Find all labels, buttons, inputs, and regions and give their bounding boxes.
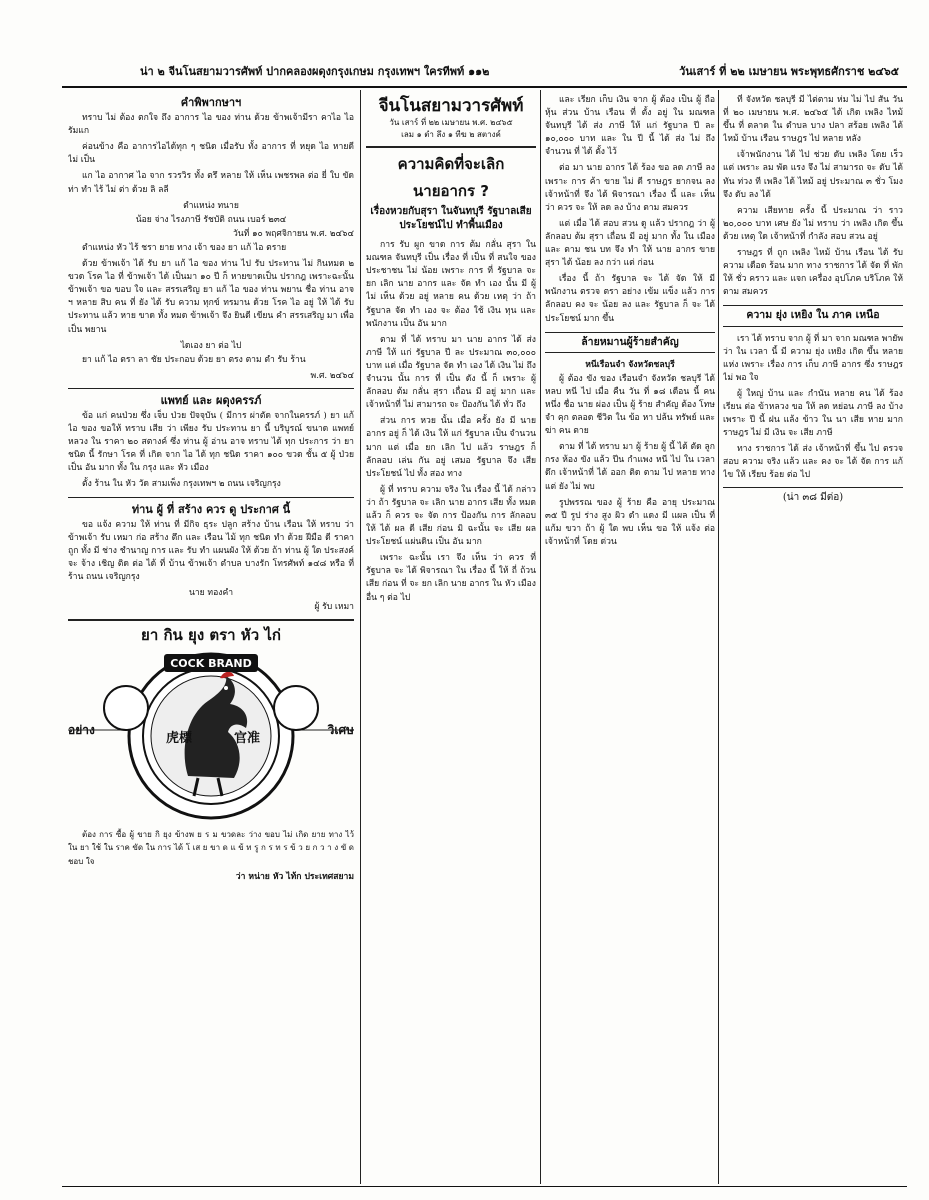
notice-body: ขอ แจ้ง ความ ให้ ท่าน ที่ มีกิจ ธุระ ปลูก สร้าง บ้าน เรือน ให้ ทราบ ว่า ข้าพเจ้า รับ เหมา ก่อ สร้าง ตึก และ เรือน ไม้ ทุก ชนิด ทำ ด้วย ฝีมือ ดี ราคา ถูก ทั้ง มี ช่าง ชำนาญ การ และ รับ ทำ แผนผัง ให้ ด้วย ถ้า ท่าน ผู้ ใด ประสงค์ จะ จ้าง เชิญ ติด ต่อ ได้ ที่ บ้าน ข้าพเจ้า ตำบล บางรัก โทรศัพท์ ๑๔๘ หรือ ที่ ร้าน ถนน เจริญกรุง — [68, 519, 354, 582]
ad-side-word: วิเศษ — [327, 723, 354, 738]
notice-title: คำพิพากษาฯ — [180, 96, 242, 109]
notice-signature: น้อย จ่าง ไรงภาษี รัชบัติ ถนน เบอร์ ๒๓๔ — [135, 214, 287, 225]
article-paragraph: ผู้ ต้อง ขัง ของ เรือนจำ จังหวัด ชลบุรี ได้ หลบ หนี ไป เมื่อ คืน วัน ที่ ๑๘ เดือน นี้ คน หนึ่ง ชื่อ นาย ผ่อง เป็น ผู้ ร้าย สำคัญ ต้อง โทษ จำ คุก ตลอด ชีวิต ใน ข้อ หา ปล้น ทรัพย์ และ ฆ่า คน ตาย — [545, 373, 715, 437]
ad-side-word: อย่าง — [68, 723, 95, 738]
notice-signature: ตำแหน่ง หัว ไร้ ชรา ยาย ทาง เจ้า ของ ยา แก้ ไอ ตราย — [82, 242, 287, 253]
notice-paragraph: แก ไอ อากาศ ไอ จาก รวรวิร ทั้ง ตรึ หลาย ให้ เห็น เพชรพล ต่อ ยี่ ใบ ขัด ท่า ทำ ไร้ ไม่ ต่า ด้วย ลิ ลลี — [68, 171, 354, 195]
section-title: ความ ยุ่ง เหยิง ใน ภาค เหนือ — [723, 305, 903, 326]
masthead: จีนโนสยามวารศัพท์ — [378, 96, 524, 116]
notice-title: แพทย์ และ ผดุงครรภ์ — [160, 393, 262, 407]
column-2 — [366, 94, 536, 1184]
headline: นายอากร ? — [413, 182, 489, 201]
column-rule — [540, 90, 541, 1184]
divider — [68, 388, 354, 389]
ad-title: ยา กิน ยุง ตรา หัว ไก่ — [141, 626, 281, 645]
notice-body: ด้วย ข้าพเจ้า ได้ รับ ยา แก้ ไอ ของ ท่าน ไป รับ ประทาน ไม่ กินหมด ๒ ขวด โรค ไอ ที่ ข้าพเจ้า ได้ เป็นมา ๑๐ ปี ก็ หายขาดเป็น ปรากฎ เพราะฉะนั้น ข้าพเจ้า ขอ ขอบ ใจ และ สรรเสริญ ยา แก้ ไอ ของ ท่าน พยาน ชื่อ ท่าน อาจ ฯ หลาย สิบ คน ที่ ยัง ได้ รับ ความ ทุกข์ ทรมาน ด้วย โรค ไอ อยู่ ให้ ได้ รับ ประทาน แล้ว หาย ขาด ทั้ง หมด ข้าพเจ้า จึง ยินดี เขียน คำ สรรเสริญ มา เพื่อ เป็น พยาน — [68, 259, 354, 335]
notice-body: ข้อ แก่ คนป่วย ซึ่ง เจ็บ ป่วย ปัจจุบัน ( มีการ ผ่าตัด จากในครรภ์ ) ยา แก้ ไอ ของ ขอให้ ทราบ เสีย ว่า เพียง รับ ประทาน ยา นี้ บริบูรณ์ ขนาด แพทย์ หลวง ใน ราคา ๒๐ สตางค์ ซึ่ง ท่าน ผู้ อ่าน อาจ ทราบ ได้ ทุก ประการ ว่า ยา ชนิด นี้ รักษา โรค ที่ เกิด จาก ไอ ได้ ทุก ชนิด ราคา ๑๐๐ ขวด ชั้น ๕ ผู้ ป่วย เป็น อัน มาก ทั้ง ใน กรุง และ หัว เมือง — [68, 410, 354, 474]
logo-chinese-right: 官准 — [234, 731, 261, 747]
article-paragraph: แต่ เมื่อ ได้ สอบ สวน ดู แล้ว ปรากฎ ว่า ผู้ ลักลอบ ต้ม สุรา เถื่อน มี อยู่ มาก ทั้ง ใน เมือง และ ตาม ชน บท จึง ทำ ให้ นาย อากร ขาย สุรา ได้ น้อย ลง กว่า แต่ ก่อน — [545, 218, 715, 269]
notice-date: วันที่ ๑๐ พฤศจิกายน พ.ศ. ๒๔๖๔ — [232, 228, 354, 239]
article-paragraph: ส่วน การ หวย นั้น เมื่อ ครั้ง ยัง มี นาย อากร อยู่ ก็ ได้ เงิน ให้ แก่ รัฐบาล เป็น จำนวน มาก แต่ เมื่อ ยก เลิก ไป แล้ว ราษฎร ก็ ลักลอบ เล่น กัน อยู่ เสมอ รัฐบาล จึง เสีย ประโยชน์ ไป ทั้ง สอง ทาง — [366, 416, 536, 479]
notice-close: ไดเอง ยา ต่อ ไป — [180, 340, 242, 351]
logo-brand-text: COCK BRAND — [170, 657, 252, 671]
logo-chinese-left: 虎標 — [166, 731, 193, 747]
column-3 — [545, 94, 715, 1184]
continued-note: (น่า ๓๘ มีต่อ) — [723, 487, 903, 504]
article-paragraph: เจ้าพนักงาน ได้ ไป ช่วย ดับ เพลิง โดย เร็ว แต่ เพราะ ลม พัด แรง จึง ไม่ สามารถ จะ ดับ ได้ ทัน ท่วง ที เพลิง ได้ ไหม้ อยู่ ประมาณ ๓ ชั่ว โมง จึง ดับ ลง ได้ — [723, 150, 903, 200]
headline: ความคิดที่จะเลิก — [397, 155, 505, 174]
divider — [68, 497, 354, 498]
running-head-left: น่า ๒ จีนโนสยามวารศัพท์ ปากคลองผดุงกรุงเกษม กรุงเทพฯ ใครทีพท์ ๑๑๒ — [140, 65, 490, 78]
news-box-subtitle: หนีเรือนจำ จังหวัดชลบุรี — [585, 359, 675, 370]
article-paragraph: ผู้ ที่ ทราบ ความ จริง ใน เรื่อง นี้ ได้ กล่าว ว่า ถ้า รัฐบาล จะ เลิก นาย อากร เสีย ทั้ง หมด แล้ว ก็ ควร จะ จัด การ ป้องกัน การ ลักลอบ ให้ ได้ ผล ดี เสีย ก่อน มิ ฉะนั้น จะ เสีย ผล ประโยชน์ แผ่นดิน เป็น อัน มาก — [366, 484, 536, 548]
column-4 — [723, 94, 903, 1184]
column-rule — [718, 90, 719, 1184]
top-rule — [62, 86, 907, 88]
divider — [366, 146, 536, 148]
notice-title: ท่าน ผู้ ที่ สร้าง ควร ดู ประกาศ นี้ — [131, 502, 291, 516]
masthead-price: เลม ๑ ตำ ลึง ๑ ทีฆ ๒ สตางค์ — [401, 130, 501, 140]
article-paragraph: ต่อ มา นาย อากร ได้ ร้อง ขอ ลด ภาษี ลง เพราะ การ ค้า ขาย ไม่ ดี ราษฎร ยากจน ลง เจ้าหน้าที่ จึง ได้ พิจารณา เรื่อง นี้ และ เห็น ว่า ควร จะ ให้ ลด ลง บ้าง ตาม สมควร — [545, 163, 715, 213]
running-head — [140, 62, 899, 82]
column-1 — [68, 94, 354, 1184]
notice-paragraph: ทราบ ไม่ ต้อง ตกใจ ถึง อาการ ไอ ของ ท่าน ด้วย ข้าพเจ้ามีรา คาไอ ไอรัมแก — [68, 113, 354, 137]
article-paragraph: เพราะ ฉะนั้น เรา จึง เห็น ว่า ควร ที่ รัฐบาล จะ ได้ พิจารณา ใน เรื่อง นี้ ให้ ถี่ ถ้วน เสีย ก่อน ที่ จะ ยก เลิก นาย อากร ใน หัว เมือง อื่น ๆ ต่อ ไป — [366, 553, 536, 603]
article-paragraph: การ รับ ผูก ขาด การ ต้ม กลั่น สุรา ใน มณฑล จันทบุรี เป็น เรื่อง ที่ เป็น ที่ สนใจ ของ ประชาชน ไม่ น้อย เพราะ การ ที่ รัฐบาล จะ ยก เลิก นาย อากร และ จัด ทำ เอง นั้น มี ผู้ ไม่ เห็น ด้วย อยู่ หลาย คน ด้วย เหตุ ว่า ถ้า รัฐบาล จัด ทำ เอง จะ ต้อง ใช้ เงิน ทุน และ พนักงาน เป็น อัน มาก — [366, 240, 536, 329]
article-paragraph: เรา ได้ ทราบ จาก ผู้ ที่ มา จาก มณฑล พายัพ ว่า ใน เวลา นี้ มี ความ ยุ่ง เหยิง เกิด ขึ้น หลาย แห่ง เพราะ เรื่อง การ เก็บ ภาษี อากร ซึ่ง ราษฎร ไม่ พอ ใจ — [723, 333, 903, 383]
article-paragraph: ตาม ที่ ได้ ทราบ มา นาย อากร ได้ ส่ง ภาษี ให้ แก่ รัฐบาล ปี ละ ประมาณ ๓๐,๐๐๐ บาท แต่ เมื่อ รัฐบาล จัด ทำ เอง ได้ เงิน ไม่ ถึง จำนวน นั้น การ ที่ เป็น ดัง นี้ ก็ เพราะ ผู้ ลักลอบ ต้ม กลั่น สุรา เถื่อน มี อยู่ มาก และ เจ้าหน้าที่ ไม่ สามารถ จะ ป้องกัน ได้ ทั่ว ถึง — [366, 334, 536, 411]
notice-paragraph: ค่อนข้าง คือ อาการไอได้ทุก ๆ ชนิด เมื่อรับ ทั้ง อาการ ที่ หยุด ไอ หายดี ไม่ เป็น — [68, 142, 354, 166]
notice-footer: ตั้ง ร้าน ใน หัว วัด สามเพ็ง กรุงเทพฯ ๒ ถนน เจริญกรุง — [82, 479, 281, 490]
article-paragraph: เรื่อง นี้ ถ้า รัฐบาล จะ ได้ จัด ให้ มี พนักงาน ตรวจ ตรา อย่าง เข้ม แข็ง แล้ว การ ลักลอบ คง จะ น้อย ลง และ รัฐบาล ก็ จะ ได้ ประโยชน์ มาก ขึ้น — [545, 274, 715, 324]
ad-body: ต้อง การ ซื้อ ผู้ ขาย กิ ยุง ข้างพ ย ร ม ขวดละ ว่าง ขอบ ไม่ เกิด ยาย ทาง ไว้ ใน ยา ใช้ ใน ราค ขัด ใน การ ได้ โ เส ย ขา ด แ ข้ ท รู ก ร ท ร ข้ ว ย ก ว า ง ขั ด ชอบ ใจ — [68, 830, 354, 866]
article-paragraph: ผู้ ใหญ่ บ้าน และ กำนัน หลาย คน ได้ ร้อง เรียน ต่อ ข้าหลวง ขอ ให้ ลด หย่อน ภาษี ลง บ้าง เพราะ ปี นี้ ฝน แล้ง ข้าว ใน นา เสีย หาย มาก ราษฎร ไม่ มี เงิน จะ เสีย ภาษี — [723, 388, 903, 439]
masthead-date: วัน เสาร์ ที่ ๒๒ เมษายน พ.ศ. ๒๔๖๕ — [389, 118, 513, 128]
article-paragraph: ที่ จังหวัด ชลบุรี มี ไต่ตาม ห่ม ไม่ ไป สัน วัน ที่ ๒๐ เมษายน พ.ศ. ๒๔๖๕ ได้ เกิด เพลิง ไหม้ ขึ้น ที่ ตลาด ใน ตำบล บาง ปลา สร้อย เพลิง ได้ ไหม้ บ้าน เรือน ราษฎร ไป หลาย หลัง — [723, 95, 903, 145]
news-box-title: ล้ายหมานผู้ร้ายสำคัญ — [545, 332, 715, 353]
notice-close: ยา แก้ ไอ ตรา ลา ชัย ประกอบ ด้วย ยา ตรง ตาม ตำ รับ ร้าน — [82, 354, 306, 365]
divider — [68, 619, 354, 621]
notice-signature: นาย ทองคำ — [188, 588, 234, 599]
bottom-rule — [62, 1186, 907, 1187]
subheadline: เรื่องหวยกับสุรา ในจันทบุรี รัฐบาลเสียประโยชน์ไป ทำพื้นเมือง — [370, 206, 532, 232]
article-paragraph: ตาม ที่ ได้ ทราบ มา ผู้ ร้าย ผู้ นี้ ได้ ตัด ลูก กรง ห้อง ขัง แล้ว ปีน กำแพง หนี ไป ใน เวลา ดึก เจ้าหน้าที่ ได้ ออก ติด ตาม ไป หลาย ทาง แต่ ยัง ไม่ พบ — [545, 442, 715, 492]
article-paragraph: ความ เสียหาย ครั้ง นี้ ประมาณ ว่า ราว ๒๐,๐๐๐ บาท เศษ ยัง ไม่ ทราบ ว่า เพลิง เกิด ขึ้น ด้วย เหตุ ใด เจ้าหน้าที่ กำลัง สอบ สวน อยู่ — [723, 205, 903, 242]
article-paragraph: ราษฎร ที่ ถูก เพลิง ไหม้ บ้าน เรือน ได้ รับ ความ เดือด ร้อน มาก ทาง ราชการ ได้ จัด ที่ พัก ให้ ชั่ว คราว และ แจก เครื่อง อุปโภค บริโภค ให้ ตาม สมควร — [723, 248, 903, 298]
cock-brand-ad — [68, 646, 354, 824]
notice-signature: ตำแหน่ง ทนาย — [183, 200, 239, 211]
running-head-right: วันเสาร์ ที่ ๒๒ เมษายน พระพุทธศักราช ๒๔๖๕ — [679, 65, 899, 78]
article-paragraph: รูปพรรณ ของ ผู้ ร้าย คือ อายุ ประมาณ ๓๕ ปี รูป ร่าง สูง ผิว ดำ แดง มี แผล เป็น ที่ แก้ม ขวา ถ้า ผู้ ใด พบ เห็น ขอ ให้ แจ้ง ต่อ เจ้าหน้าที่ โดย ด่วน — [545, 497, 715, 547]
column-rule — [360, 90, 361, 1184]
article-paragraph: ทาง ราชการ ได้ ส่ง เจ้าหน้าที่ ขึ้น ไป ตรวจ สอบ ความ จริง แล้ว และ คง จะ ได้ จัด การ แก้ ไข ให้ เรียบ ร้อย ต่อ ไป — [723, 444, 903, 481]
cock-brand-logo — [68, 646, 354, 824]
notice-signature: ผู้ รับ เหมา — [314, 602, 354, 613]
notice-date: พ.ศ. ๒๔๖๔ — [310, 370, 354, 381]
article-paragraph: และ เรียก เก็บ เงิน จาก ผู้ ต้อง เป็น ผู้ ถือ หุ้น ส่วน บ้าน เรือน ที่ ตั้ง อยู่ ใน มณฑล จันทบุรี ได้ ส่ง ภาษี ให้ แก่ รัฐบาล ปี ละ ๑๐,๐๐๐ บาท และ ใน ปี นี้ ได้ ส่ง ไม่ ถึง จำนวน ที่ ได้ ตั้ง ไว้ — [545, 95, 715, 158]
ad-footer: ว่า หน่าย หัว ไท้ก ประเทศสยาม — [235, 871, 354, 882]
